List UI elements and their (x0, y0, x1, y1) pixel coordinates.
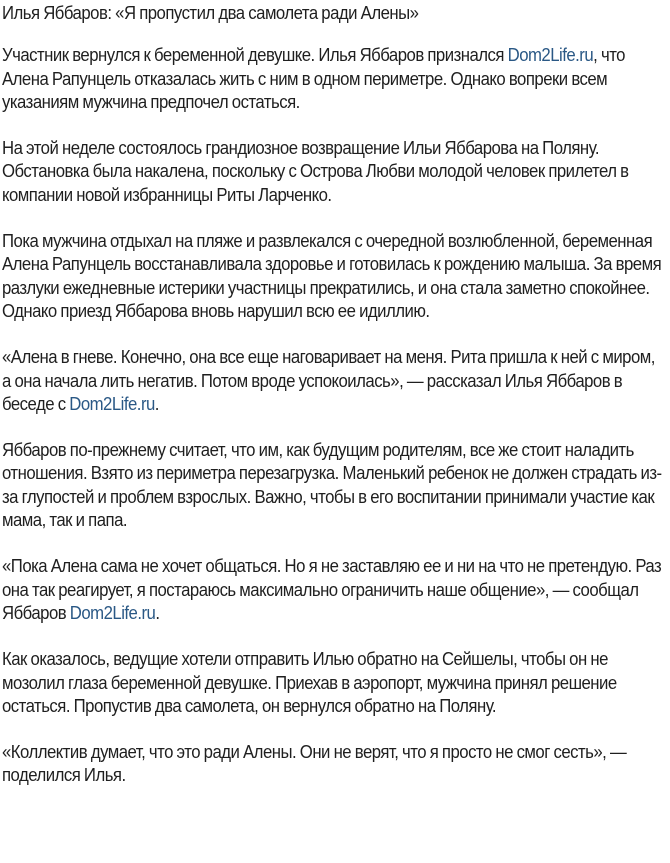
paragraph-4-quote (2, 346, 667, 416)
paragraph-text: Пока мужчина отдыхал на пляже и развлекался с очередной возлюбленной, беременная Алена Рапунцель восстанавливала здоровье и готовилась к рождению малыша. За время разлуки ежедневные истерики участницы прекратились, и она стала заметно спокойнее. Однако приезд Яббарова вновь нарушил всю ее идиллию. (2, 231, 662, 321)
paragraph-5 (2, 439, 667, 532)
paragraph-text: , что Алена Рапунцель отказалась жить с ним в одном периметре. Однако вопреки всем указаниям мужчина предпочел остаться. (2, 45, 625, 112)
paragraph-7 (2, 648, 667, 718)
paragraph-1 (2, 44, 667, 114)
paragraph-text: Яббаров по-прежнему считает, что им, как будущим родителям, все же стоит наладить отношения. Взято из периметра перезагрузка. Маленький ребенок не должен страдать из-за глупостей и проблем взрослых. Важно, чтобы в его воспитании принимали участие как мама, так и папа. (2, 440, 662, 531)
paragraph-text: . (154, 393, 159, 414)
paragraph-text: Участник вернулся к беременной девушке. Илья Яббаров признался (2, 45, 508, 66)
paragraph-text: На этой неделе состоялось грандиозное возвращение Ильи Яббарова на Поляну. Обстановка была накалена, поскольку с Острова Любви молодой человек прилетел в компании новой избранницы Риты Ларченко. (2, 138, 629, 205)
paragraph-3 (2, 230, 667, 323)
dom2life-link[interactable]: Dom2Life.ru (507, 45, 594, 66)
paragraph-6-quote (2, 555, 667, 625)
paragraph-text: «Коллектив думает, что это ради Алены. Они не верят, что я просто не смог сесть», — поделился Илья. (2, 742, 627, 786)
paragraph-text: «Пока Алена сама не хочет общаться. Но я не заставляю ее и ни на что не претендую. Раз она так реагирует, я постараюсь максимально ограничить наше общение», — сообщал Яббаров (2, 556, 662, 623)
paragraph-text: . (155, 602, 160, 623)
dom2life-link[interactable]: Dom2Life.ru (69, 393, 155, 414)
dom2life-link[interactable]: Dom2Life.ru (69, 602, 156, 623)
paragraph-text: «Алена в гневе. Конечно, она все еще наговаривает на меня. Рита пришла к ней с миром, а она начала лить негатив. Потом вроде успокоилась», — рассказал Илья Яббаров в беседе с (2, 347, 655, 414)
paragraph-8-quote (2, 741, 667, 788)
paragraph-text: Как оказалось, ведущие хотели отправить Илью обратно на Сейшелы, чтобы он не мозолил глаза беременной девушке. Приехав в аэропорт, мужчина принял решение остаться. Пропустив два самолета, он вернулся обратно на Поляну. (2, 649, 617, 716)
paragraph-2 (2, 137, 667, 207)
article-title: Илья Яббаров: «Я пропустил два самолета ради Алены» (2, 3, 419, 23)
